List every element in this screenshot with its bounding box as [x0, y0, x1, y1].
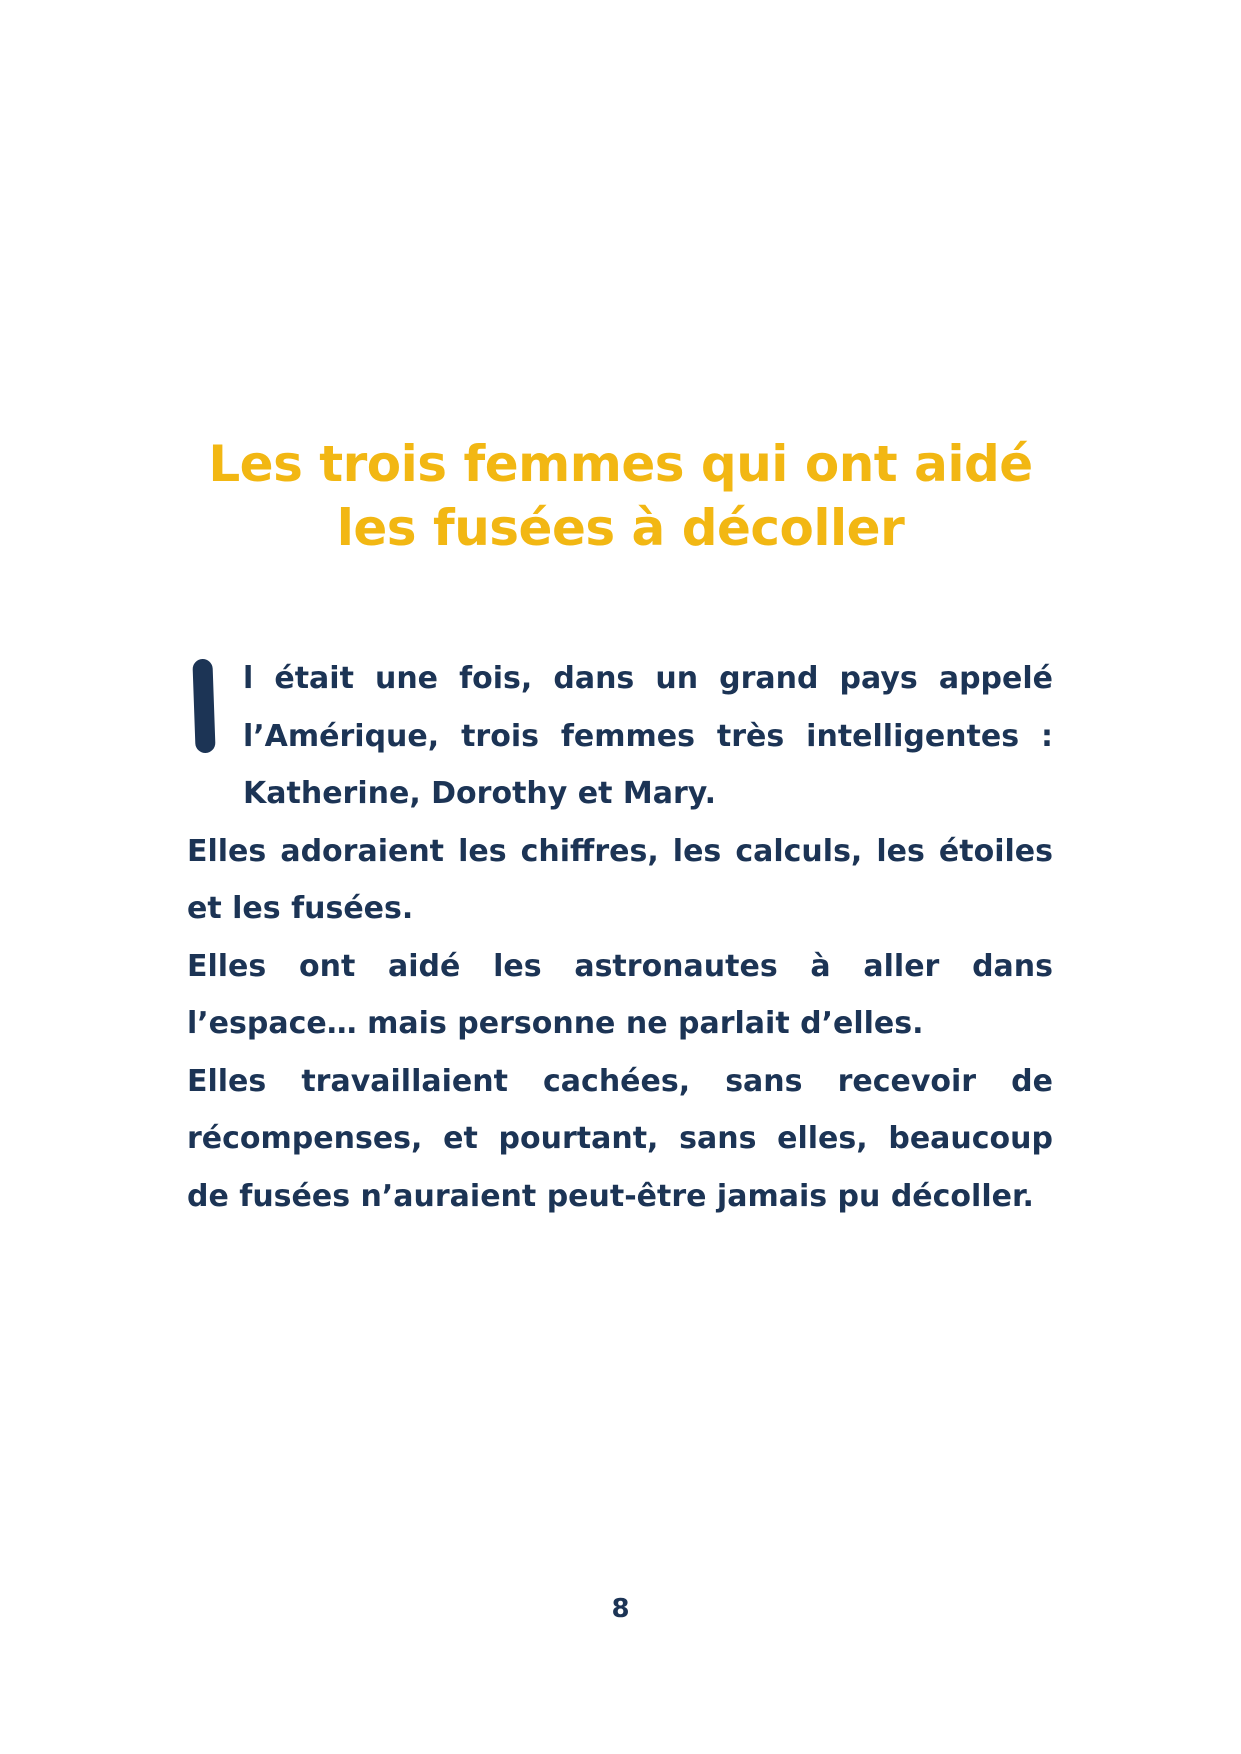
page-title: [150, 432, 1091, 560]
drop-cap: [187, 650, 243, 768]
paragraph-1-text: l était une fois, dans un grand pays appelé l’Amérique, trois femmes très intelligentes : Katherine, Dorothy et Mary.: [243, 661, 1053, 811]
drop-cap-glyph: [192, 659, 215, 754]
title-line-1: Les trois femmes qui ont aidé: [208, 435, 1033, 493]
page-number: 8: [611, 1594, 630, 1624]
story-paragraph-1: [187, 650, 1053, 823]
story-paragraph-2: Elles adoraient les chiffres, les calculs, les étoiles et les fusées.: [187, 833, 1053, 926]
drop-cap-letter: [187, 650, 188, 651]
story-paragraph-4: Elles travaillaient cachées, sans recevoir de récompenses, et pourtant, sans elles, beaucoup de fusées n’auraient peut-être jamais pu décoller.: [187, 1063, 1053, 1214]
title-line-2: les fusées à décoller: [336, 499, 905, 557]
story-text: [187, 650, 1053, 1225]
story-paragraph-3: Elles ont aidé les astronautes à aller dans l’espace… mais personne ne parlait d’elles.: [187, 948, 1053, 1041]
